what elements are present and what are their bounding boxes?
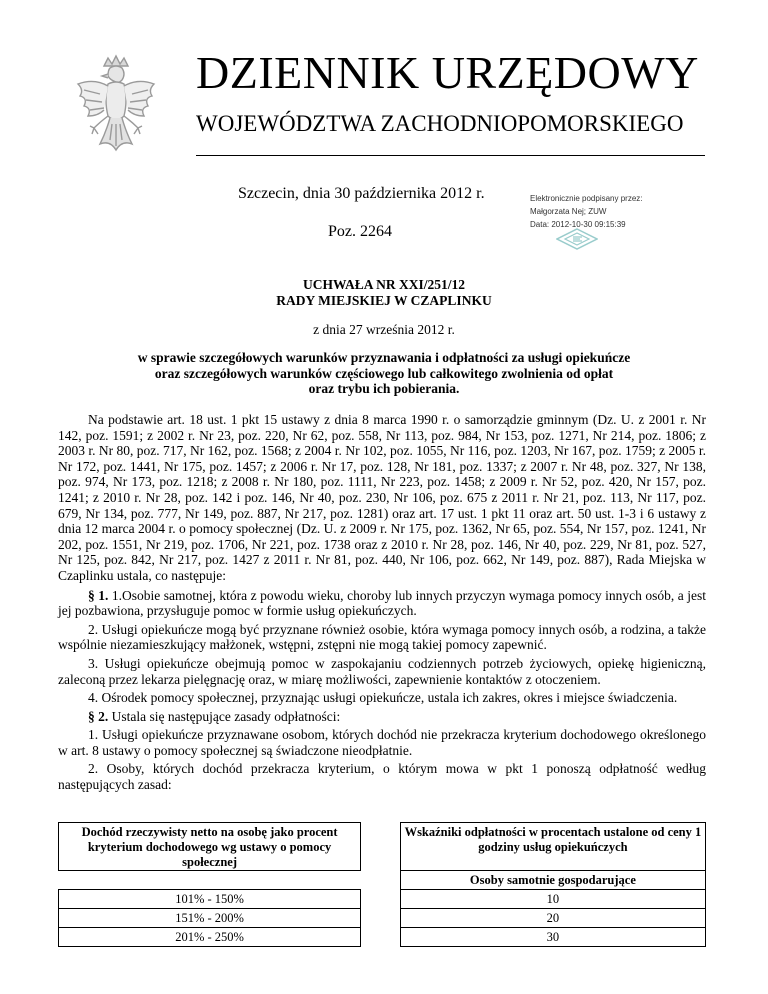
subject-line-3: oraz trybu ich pobierania.: [308, 381, 460, 396]
income-range-cell: 201% - 250%: [59, 928, 361, 947]
income-column-header: Dochód rzeczywisty netto na osobę jako procent kryterium dochodowego wg ustawy o pomocy społecznej: [59, 823, 361, 871]
section-2-intro: [58, 709, 706, 725]
section-1-paragraph-3: 3. Usługi opiekuńcze obejmują pomoc w zaspokajaniu codziennych potrzeb życiowych, opiekę higieniczną, zaleconą przez lekarza pielęgnację oraz, w miarę możliwości, zapewnienie kontaktów z otoczeniem.: [58, 655, 706, 687]
rate-cell: 30: [400, 928, 705, 947]
rate-column-header: Wskaźniki odpłatności w procentach ustalone od ceny 1 godziny usług opiekuńczych: [400, 823, 705, 871]
journal-subtitle: WOJEWÓDZTWA ZACHODNIOPOMORSKIEGO: [196, 111, 684, 136]
section-2-intro-text: Ustala się następujące zasady odpłatności:: [108, 708, 341, 724]
fee-table-subheader-row: [59, 871, 706, 890]
resolution-number: UCHWAŁA NR XXI/251/12: [302, 277, 465, 292]
table-row: [59, 928, 706, 947]
journal-title: DZIENNIK URZĘDOWY: [196, 47, 699, 98]
section-1-paragraph-1: [58, 588, 706, 619]
resolution-date: z dnia 27 września 2012 r.: [313, 322, 455, 337]
esign-label: Elektronicznie podpisany przez:: [530, 194, 643, 203]
section-1-p1-text: 1.Osobie samotnej, która z powodu wieku, choroby lub innych przyczyn wymaga pomocy innych osób, a jest jej pozbawiona, przysługuje pomoc w formie usług opiekuńczych.: [58, 587, 706, 619]
header-divider: [196, 155, 705, 156]
esign-signer: Małgorzata Nej; ZUW: [530, 207, 607, 216]
rate-cell: 20: [400, 909, 705, 928]
section-2-label: § 2.: [88, 708, 109, 724]
esign-date: Data: 2012-10-30 09:15:39: [530, 220, 626, 229]
table-row: [59, 909, 706, 928]
income-range-cell: 151% - 200%: [59, 909, 361, 928]
signature-seal-icon: [556, 228, 598, 250]
fee-rate-table: [58, 822, 706, 947]
section-1-paragraph-4: 4. Ośrodek pomocy społecznej, przyznając usługi opiekuńcze, ustala ich zakres, okres i miejsce świadczenia.: [88, 690, 678, 706]
single-household-subheader: Osoby samotnie gospodarujące: [400, 871, 705, 890]
section-1-paragraph-2: 2. Usługi opiekuńcze mogą być przyznane również osobie, która wymaga pomocy innych osób, a rodzina, a także wspólnie niezamieszkujący małżonek, wstępni, zstępni nie mogą takiej pomocy zapewnić.: [58, 621, 706, 653]
subject-line-1: w sprawie szczegółowych warunków przyznawania i odpłatności za usługi opiekuńcze: [137, 350, 631, 365]
polish-eagle-emblem-icon: [70, 54, 162, 162]
legal-basis-paragraph: Na podstawie art. 18 ust. 1 pkt 15 ustawy z dnia 8 marca 1990 r. o samorządzie gminnym (Dz. U. z 2001 r. Nr 142, poz. 1591; z 2002 r. Nr 23, poz. 220, Nr 62, poz. 558, Nr 113, poz. 984, Nr 153, poz. 1271, Nr 214, poz. 1806; z 2003 r. Nr 80, poz. 717, Nr 162, poz. 1568; z 2004 r. Nr 102, poz. 1055, Nr 116, poz. 1203, Nr 167, poz. 1759; z 2005 r. Nr 172, poz. 1441, Nr 175, poz. 1457; z 2006 r. Nr 17, poz. 128, Nr 181, poz. 1337; z 2007 r. Nr 48, poz. 327, Nr 138, poz. 974, Nr 173, poz. 1218; z 2008 r. Nr 180, poz. 1111, Nr 223, poz. 1458; z 2009 r. Nr 52, poz. 420, Nr 157, poz. 1241; z 2010 r. Nr 28, poz. 142 i poz. 146, Nr 40, poz. 230, Nr 106, poz. 675 z 2011 r. Nr 21, poz. 113, Nr 117, poz. 679, Nr 134, poz. 777, Nr 149, poz. 887, Nr 217, poz. 1281) oraz art. 17 ust. 1 pkt 11 oraz art. 50 ust. 1-3 i 6 ustawy z dnia 12 marca 2004 r. o pomocy społecznej (Dz. U. z 2009 r. Nr 175, poz. 1362, Nr 65, poz. 554, Nr 157, poz. 1241, Nr 202, poz. 1551, Nr 219, poz. 1706, Nr 221, poz. 1738 oraz z 2010 r. Nr 28, poz. 146, Nr 40, poz. 229, Nr 81, poz. 527, Nr 125, poz. 842, Nr 217, poz. 1427 z 2011 r. Nr 81, poz. 440, Nr 106, poz. 662, Nr 149, poz. 887), Rada Miejska w Czaplinku ustala, co następuje:: [58, 412, 706, 583]
income-range-cell: 101% - 150%: [59, 890, 361, 909]
resolution-council: RADY MIEJSKIEJ W CZAPLINKU: [276, 293, 492, 308]
section-1-label: § 1.: [88, 587, 109, 603]
electronic-signature-block: [530, 192, 730, 231]
resolution-body: [58, 412, 706, 796]
publication-place-date: Szczecin, dnia 30 października 2012 r.: [238, 185, 485, 202]
resolution-subject: [0, 350, 768, 397]
subject-line-2: oraz szczegółowych warunków częściowego lub całkowitego zwolnienia od opłat: [154, 365, 614, 381]
section-2-paragraph-2: 2. Osoby, których dochód przekracza kryterium, o którym mowa w pkt 1 ponoszą odpłatność według następujących zasad:: [58, 761, 706, 793]
resolution-title: [0, 277, 768, 309]
table-row: [59, 890, 706, 909]
section-2-paragraph-1: 1. Usługi opiekuńcze przyznawane osobom, których dochód nie przekracza kryterium dochodowego określonego w art. 8 ustawy o pomocy społecznej są świadczone nieodpłatnie.: [58, 727, 706, 758]
fee-table-header-row: [59, 823, 706, 871]
position-number: Poz. 2264: [328, 223, 392, 240]
rate-cell: 10: [400, 890, 705, 909]
